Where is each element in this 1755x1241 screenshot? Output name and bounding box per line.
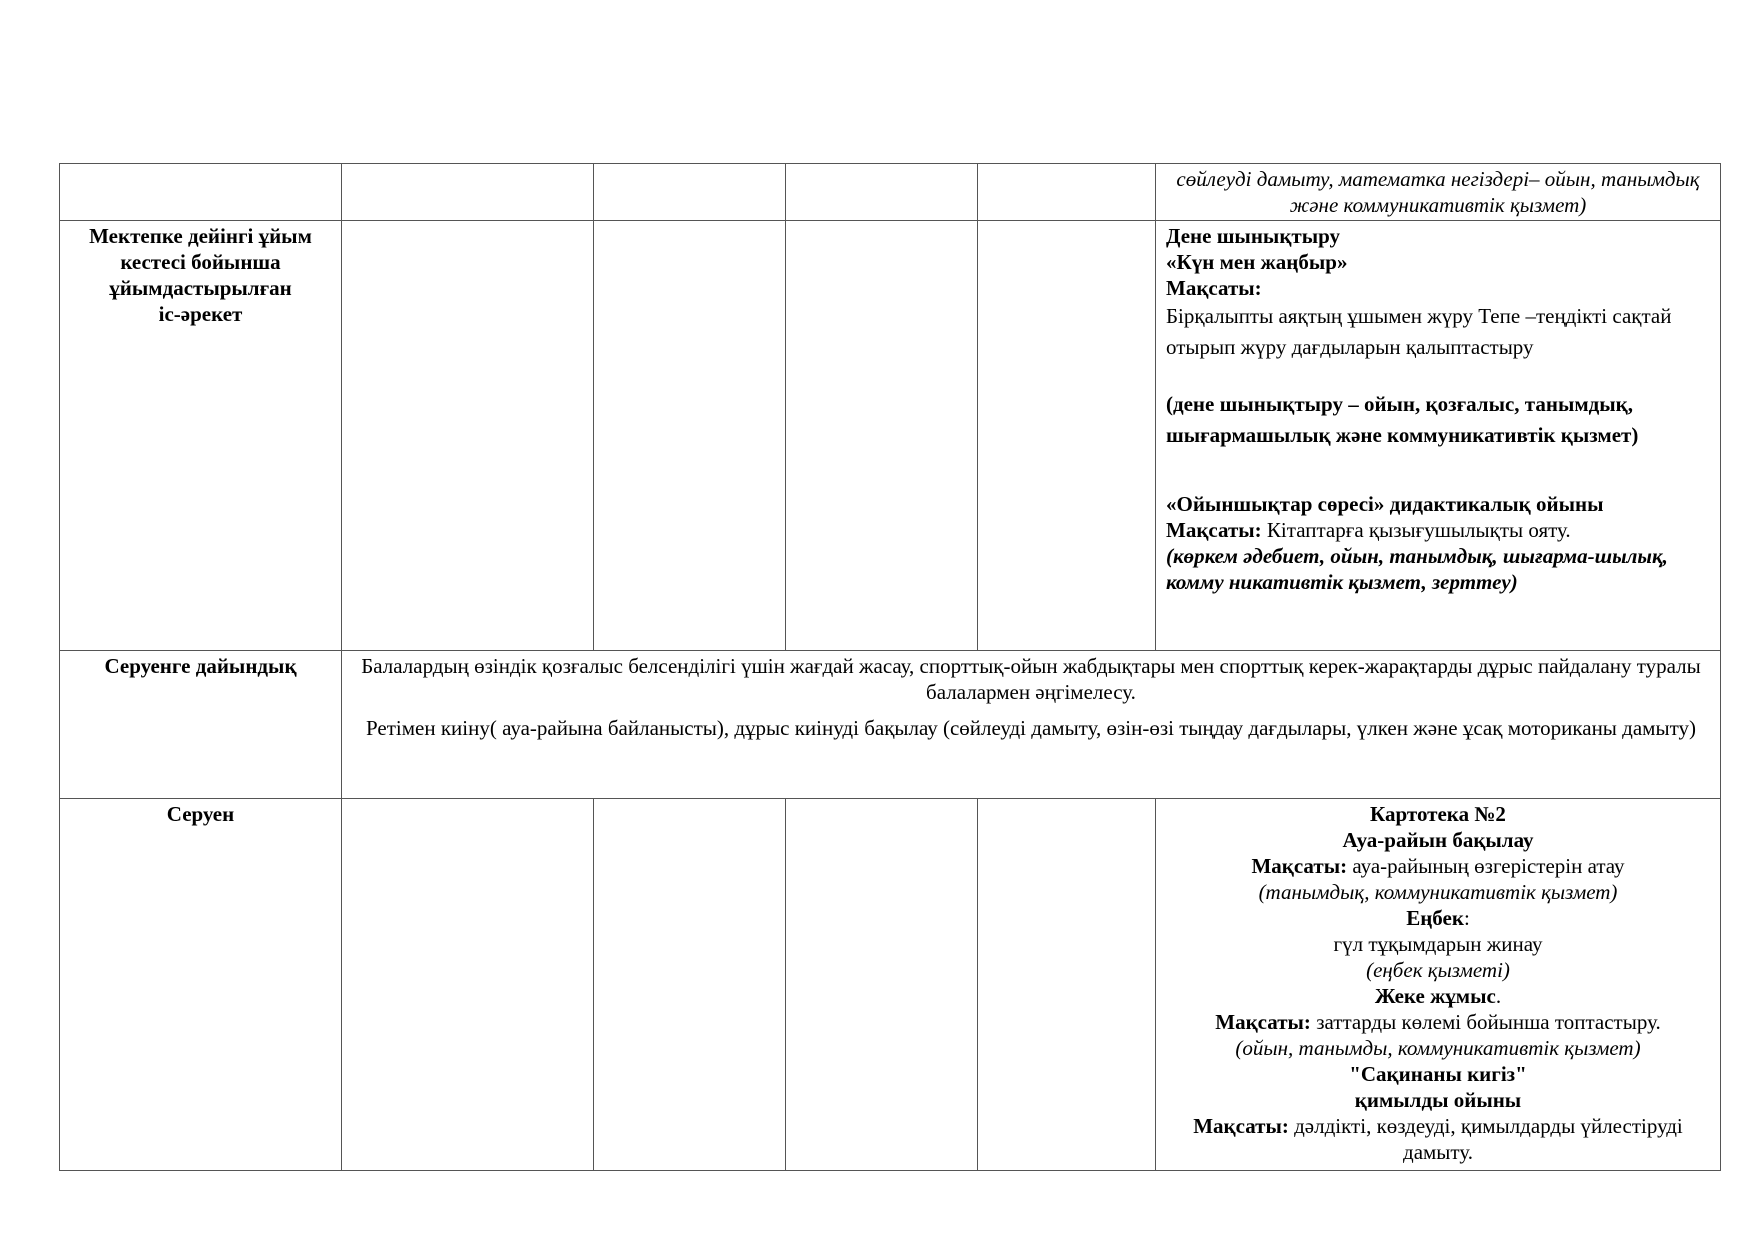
table-cell bbox=[342, 164, 594, 221]
walk-preparation-paragraph: Ретімен киіну( ауа-райына байланысты), дұрыс киінуді бақылау (сөйлеуді дамыту, өзін-өзі тыңдау дағдылары, үлкен және ұсақ моториканы дамыту) bbox=[366, 716, 1696, 740]
individual-work-dot: . bbox=[1495, 984, 1502, 1008]
outdoor-game-type: қимылды ойыны bbox=[1354, 1088, 1522, 1112]
didactic-game-goal bbox=[1166, 517, 1710, 543]
individual-work-heading bbox=[1166, 983, 1710, 1009]
didactic-game-title: «Ойыншықтар сөресі» дидактикалық ойыны bbox=[1166, 492, 1604, 516]
subject-title: Дене шынықтыру bbox=[1166, 224, 1341, 248]
goal-label: Мақсаты: bbox=[1251, 854, 1348, 878]
labor-note: (еңбек қызметі) bbox=[1366, 958, 1510, 982]
labor-label: Еңбек bbox=[1406, 906, 1464, 930]
organized-activity-content bbox=[1156, 221, 1721, 651]
walk-preparation-paragraph: Балалардың өзіндік қозғалыс белсенділігі үшін жағдай жасау, спорттық-ойын жабдықтары мен спорттық керек-жарақтарды дұрыс пайдалану туралы балалармен әңгімелесу. bbox=[361, 654, 1701, 704]
table-cell bbox=[978, 799, 1156, 1171]
observation-title: Ауа-райын бақылау bbox=[1342, 828, 1534, 852]
table-cell bbox=[786, 164, 978, 221]
row-label-line: ұйымдастырылған bbox=[109, 276, 292, 300]
table-cell bbox=[786, 221, 978, 651]
table-row bbox=[60, 164, 1721, 221]
goal-text: заттарды көлемі бойынша топтастыру. bbox=[1310, 1010, 1661, 1034]
table-cell bbox=[60, 164, 342, 221]
labor-text: гүл тұқымдарын жинау bbox=[1333, 932, 1543, 956]
labor-heading bbox=[1166, 905, 1710, 931]
outdoor-game-goal bbox=[1166, 1113, 1710, 1165]
table-cell bbox=[594, 799, 786, 1171]
row-label-line: іс-әрекет bbox=[158, 302, 243, 326]
table-row bbox=[60, 221, 1721, 651]
continued-activity-note: сөйлеуді дамыту, математка негіздері– ойын, танымдық және коммуникативтік қызмет) bbox=[1156, 164, 1721, 221]
card-number: Картотека №2 bbox=[1370, 802, 1506, 826]
goal-label: Мақсаты: bbox=[1166, 276, 1262, 300]
labor-colon: : bbox=[1463, 906, 1470, 930]
goal-label: Мақсаты: bbox=[1215, 1010, 1311, 1034]
weekly-plan-table bbox=[59, 163, 1721, 1171]
individual-work-goal bbox=[1166, 1009, 1710, 1035]
observation-goal bbox=[1166, 853, 1710, 879]
outdoor-game-name: "Сақинаны кигіз" bbox=[1349, 1062, 1527, 1086]
table-cell bbox=[342, 221, 594, 651]
row-label-line: Мектепке дейінгі ұйым bbox=[89, 224, 312, 248]
goal-text: Кітаптарға қызығушылықты ояту. bbox=[1261, 518, 1571, 542]
table-row bbox=[60, 799, 1721, 1171]
walk-preparation-content bbox=[342, 651, 1721, 799]
table-cell bbox=[594, 221, 786, 651]
individual-work-note: (ойын, танымды, коммуникативтік қызмет) bbox=[1235, 1036, 1641, 1060]
table-cell bbox=[978, 164, 1156, 221]
row-label-line: кестесі бойынша bbox=[120, 250, 281, 274]
row-label-walk-preparation: Серуенге дайындық bbox=[60, 651, 342, 799]
row-label-walk: Серуен bbox=[60, 799, 342, 1171]
didactic-game-note: (көркем әдебиет, ойын, танымдық, шығарма-шылық, комму никативтік қызмет, зерттеу) bbox=[1166, 544, 1668, 594]
goal-label: Мақсаты: bbox=[1193, 1114, 1289, 1138]
goal-label: Мақсаты: bbox=[1166, 518, 1262, 542]
topic-title: «Күн мен жаңбыр» bbox=[1166, 250, 1348, 274]
observation-note: (танымдық, коммуникативтік қызмет) bbox=[1258, 880, 1618, 904]
goal-text: Бірқалыпты аяқтың ұшымен жүру Тепе –теңдікті сақтай отырып жүру дағдыларын қалыптастыру bbox=[1166, 304, 1672, 359]
table-cell bbox=[786, 799, 978, 1171]
table-cell bbox=[342, 799, 594, 1171]
goal-text: ауа-райының өзгерістерін атау bbox=[1347, 854, 1625, 878]
table-cell bbox=[978, 221, 1156, 651]
walk-content bbox=[1156, 799, 1721, 1171]
activity-note: (дене шынықтыру – ойын, қозғалыс, танымдық, шығармашылық және коммуникативтік қызмет) bbox=[1166, 392, 1639, 447]
row-label-organized-activity bbox=[60, 221, 342, 651]
table-row bbox=[60, 651, 1721, 799]
goal-text: дәлдікті, көздеуді, қимылдарды үйлестіруді дамыту. bbox=[1288, 1114, 1683, 1164]
table-cell bbox=[594, 164, 786, 221]
individual-work-label: Жеке жұмыс bbox=[1374, 984, 1496, 1008]
